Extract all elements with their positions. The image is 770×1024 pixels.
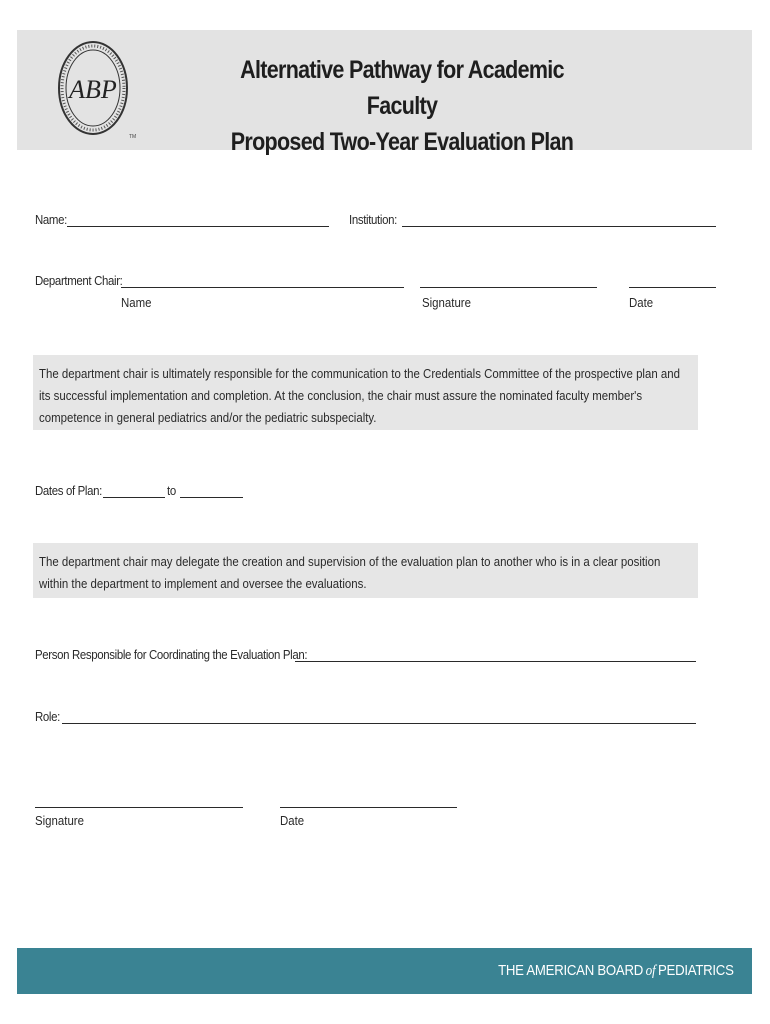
plan-start-date-field[interactable] bbox=[103, 497, 165, 498]
chair-name-caption: Name bbox=[121, 295, 152, 310]
name-field[interactable] bbox=[67, 226, 329, 227]
chair-responsibility-notice bbox=[33, 355, 698, 430]
page-title bbox=[217, 52, 587, 160]
header-banner bbox=[17, 30, 752, 156]
title-line-1: Alternative Pathway for Academic Faculty bbox=[240, 56, 564, 120]
chair-signature-caption: Signature bbox=[422, 295, 471, 310]
notice-1-text: The department chair is ultimately responsible for the communication to the Credentials Committee of the prospective plan and its successful implementation and completion. At the conclusion, the chair must assure the nominated faculty member's competence in general pediatrics and/or the pediatric subspecialty. bbox=[39, 366, 680, 425]
institution-field[interactable] bbox=[402, 226, 716, 227]
title-line-2: Proposed Two-Year Evaluation Plan bbox=[230, 128, 574, 156]
person-responsible-field[interactable] bbox=[295, 661, 696, 662]
dates-to-label: to bbox=[167, 483, 176, 498]
delegation-notice bbox=[33, 543, 698, 598]
chair-name-field[interactable] bbox=[121, 287, 404, 288]
person-responsible-label: Person Responsible for Coordinating the Evaluation Plan: bbox=[35, 647, 308, 662]
chair-signature-field[interactable] bbox=[420, 287, 597, 288]
footer-text-before: THE AMERICAN BOARD bbox=[498, 962, 644, 979]
signature-field[interactable] bbox=[35, 807, 243, 808]
plan-end-date-field[interactable] bbox=[180, 497, 243, 498]
date-field[interactable] bbox=[280, 807, 457, 808]
footer-text-of: of bbox=[646, 963, 656, 979]
svg-text:TM: TM bbox=[129, 134, 137, 140]
institution-label: Institution: bbox=[349, 212, 397, 227]
footer-text-after: PEDIATRICS bbox=[658, 962, 734, 979]
chair-date-caption: Date bbox=[629, 295, 654, 310]
role-field[interactable] bbox=[62, 723, 696, 724]
department-chair-label: Department Chair: bbox=[35, 273, 123, 288]
dates-of-plan-label: Dates of Plan: bbox=[35, 483, 102, 498]
signature-caption: Signature bbox=[35, 813, 84, 828]
name-label: Name: bbox=[35, 212, 67, 227]
footer-bar bbox=[17, 948, 752, 994]
role-label: Role: bbox=[35, 709, 60, 724]
notice-2-text: The department chair may delegate the creation and supervision of the evaluation plan to another who is in a clear position within the department to implement and oversee the evaluations. bbox=[39, 554, 661, 591]
svg-text:ABP: ABP bbox=[69, 75, 117, 104]
date-caption: Date bbox=[280, 813, 305, 828]
abp-seal-logo bbox=[55, 38, 135, 142]
chair-date-field[interactable] bbox=[629, 287, 716, 288]
footer-org-name bbox=[499, 962, 734, 980]
